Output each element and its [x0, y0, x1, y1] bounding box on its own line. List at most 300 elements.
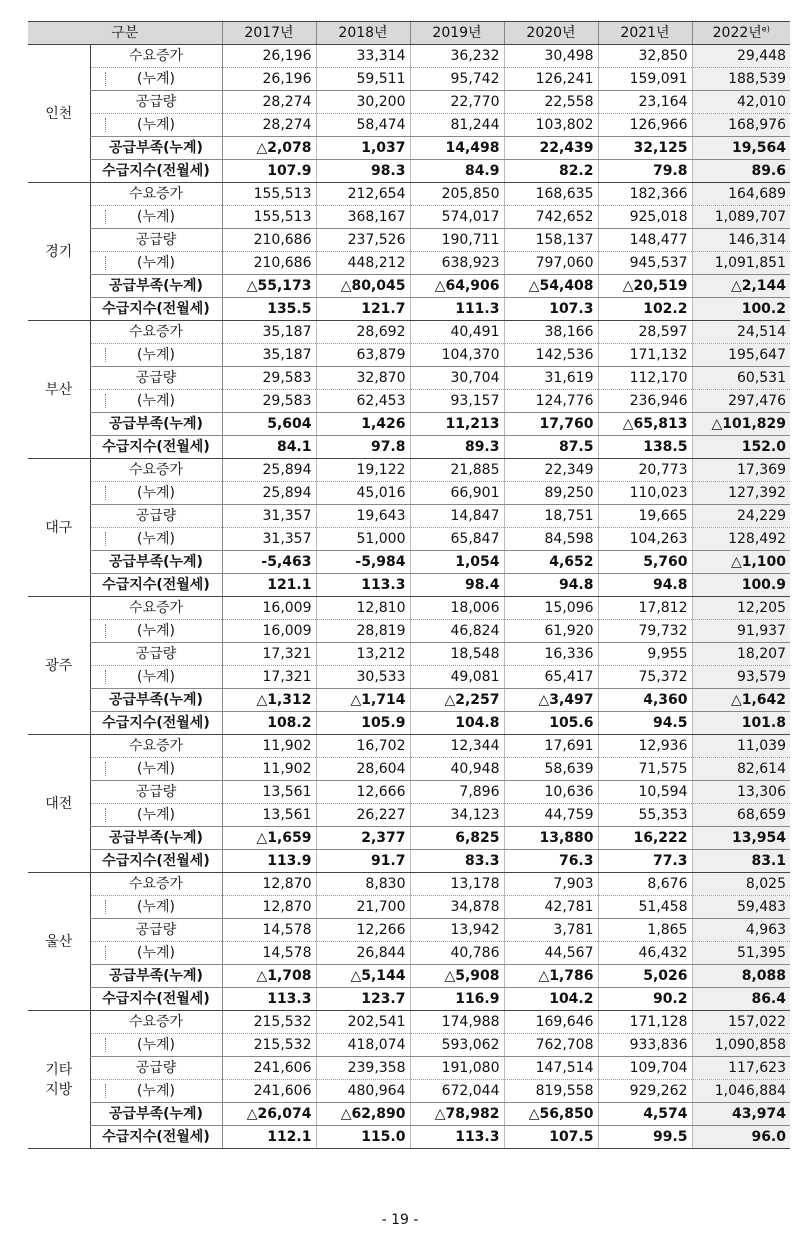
- row-label: 수급지수(전월세): [90, 1126, 222, 1149]
- table-row: [28, 1103, 790, 1126]
- table-cell: 152.0: [692, 436, 790, 459]
- table-row: [28, 1011, 790, 1034]
- table-cell: 90.2: [598, 988, 692, 1011]
- table-row: [28, 45, 790, 68]
- row-label: (누계): [90, 666, 222, 689]
- row-label: (누계): [90, 344, 222, 367]
- table-cell: 11,902: [222, 735, 316, 758]
- table-cell: 241,606: [222, 1057, 316, 1080]
- table-cell: 210,686: [222, 229, 316, 252]
- table-cell: 13,561: [222, 781, 316, 804]
- table-cell: 91.7: [316, 850, 410, 873]
- table-cell: 19,643: [316, 505, 410, 528]
- table-cell: 104.8: [410, 712, 504, 735]
- table-cell: 109,704: [598, 1057, 692, 1080]
- table-cell: 14,578: [222, 942, 316, 965]
- table-row: [28, 965, 790, 988]
- table-cell: 98.3: [316, 160, 410, 183]
- table-cell: 7,903: [504, 873, 598, 896]
- table-cell: 12,936: [598, 735, 692, 758]
- table-cell: 24,229: [692, 505, 790, 528]
- table-cell: 12,205: [692, 597, 790, 620]
- table-cell: 112.1: [222, 1126, 316, 1149]
- table-cell: 107.5: [504, 1126, 598, 1149]
- table-cell: 113.3: [222, 988, 316, 1011]
- table-cell: 155,513: [222, 206, 316, 229]
- row-label: 수급지수(전월세): [90, 850, 222, 873]
- table-cell: 127,392: [692, 482, 790, 505]
- table-cell: 168,635: [504, 183, 598, 206]
- table-cell: 28,274: [222, 91, 316, 114]
- table-cell: 12,870: [222, 896, 316, 919]
- table-cell: 89.6: [692, 160, 790, 183]
- table-cell: 5,026: [598, 965, 692, 988]
- table-row: [28, 436, 790, 459]
- row-label: 공급부족(누계): [90, 551, 222, 574]
- table-cell: 82.2: [504, 160, 598, 183]
- table-cell: 79.8: [598, 160, 692, 183]
- table-cell: 19,122: [316, 459, 410, 482]
- table-cell: 42,781: [504, 896, 598, 919]
- region-name: 경기: [28, 183, 90, 321]
- table-row: [28, 252, 790, 275]
- table-cell: 113.3: [410, 1126, 504, 1149]
- table-cell: 34,878: [410, 896, 504, 919]
- table-cell: 58,474: [316, 114, 410, 137]
- table-cell: 1,054: [410, 551, 504, 574]
- table-cell: 75,372: [598, 666, 692, 689]
- table-cell: 11,213: [410, 413, 504, 436]
- table-cell: 9,955: [598, 643, 692, 666]
- table-cell: 13,212: [316, 643, 410, 666]
- header-year: 2021년: [598, 22, 692, 45]
- table-cell: △1,659: [222, 827, 316, 850]
- table-cell: 104.2: [504, 988, 598, 1011]
- table-cell: 110,023: [598, 482, 692, 505]
- table-cell: △26,074: [222, 1103, 316, 1126]
- row-label: (누계): [90, 390, 222, 413]
- row-label: 공급부족(누계): [90, 1103, 222, 1126]
- table-cell: 124,776: [504, 390, 598, 413]
- table-row: [28, 758, 790, 781]
- table-cell: 126,966: [598, 114, 692, 137]
- table-cell: 113.3: [316, 574, 410, 597]
- table-cell: 215,532: [222, 1011, 316, 1034]
- table-cell: 17,369: [692, 459, 790, 482]
- table-cell: △55,173: [222, 275, 316, 298]
- table-row: [28, 137, 790, 160]
- table-cell: 100.9: [692, 574, 790, 597]
- table-cell: 21,885: [410, 459, 504, 482]
- table-row: [28, 183, 790, 206]
- table-cell: 4,574: [598, 1103, 692, 1126]
- table-cell: 126,241: [504, 68, 598, 91]
- table-cell: 28,819: [316, 620, 410, 643]
- header-year-last: [692, 22, 790, 45]
- table-cell: 933,836: [598, 1034, 692, 1057]
- table-cell: 58,639: [504, 758, 598, 781]
- table-cell: 16,336: [504, 643, 598, 666]
- table-row: [28, 344, 790, 367]
- table-cell: 62,453: [316, 390, 410, 413]
- row-label: 수급지수(전월세): [90, 160, 222, 183]
- row-label: 수요증가: [90, 1011, 222, 1034]
- table-row: [28, 574, 790, 597]
- table-row: [28, 597, 790, 620]
- table-cell: 13,306: [692, 781, 790, 804]
- table-cell: 797,060: [504, 252, 598, 275]
- table-cell: 87.5: [504, 436, 598, 459]
- table-cell: 297,476: [692, 390, 790, 413]
- table-cell: 51,458: [598, 896, 692, 919]
- row-label: (누계): [90, 896, 222, 919]
- table-cell: 202,541: [316, 1011, 410, 1034]
- table-cell: 65,417: [504, 666, 598, 689]
- table-cell: 138.5: [598, 436, 692, 459]
- table-cell: 82,614: [692, 758, 790, 781]
- table-cell: 16,702: [316, 735, 410, 758]
- table-cell: 104,263: [598, 528, 692, 551]
- table-row: [28, 321, 790, 344]
- table-cell: 113.9: [222, 850, 316, 873]
- table-cell: 103,802: [504, 114, 598, 137]
- row-label: 수급지수(전월세): [90, 988, 222, 1011]
- row-label: 공급량: [90, 505, 222, 528]
- table-cell: 35,187: [222, 321, 316, 344]
- table-cell: 215,532: [222, 1034, 316, 1057]
- table-cell: 95,742: [410, 68, 504, 91]
- row-label: 공급량: [90, 781, 222, 804]
- table-cell: 17,321: [222, 643, 316, 666]
- table-cell: 25,894: [222, 482, 316, 505]
- region-name: 울산: [28, 873, 90, 1011]
- table-row: [28, 160, 790, 183]
- table-row: [28, 298, 790, 321]
- table-cell: 1,089,707: [692, 206, 790, 229]
- row-label: (누계): [90, 758, 222, 781]
- row-label: 수요증가: [90, 45, 222, 68]
- table-cell: 30,533: [316, 666, 410, 689]
- table-cell: 593,062: [410, 1034, 504, 1057]
- table-cell: 418,074: [316, 1034, 410, 1057]
- table-cell: 44,567: [504, 942, 598, 965]
- table-row: [28, 229, 790, 252]
- row-label: (누계): [90, 206, 222, 229]
- row-label: 수요증가: [90, 183, 222, 206]
- region-name: 대구: [28, 459, 90, 597]
- table-cell: 205,850: [410, 183, 504, 206]
- table-cell: 16,222: [598, 827, 692, 850]
- table-cell: 1,091,851: [692, 252, 790, 275]
- table-cell: 22,770: [410, 91, 504, 114]
- table-cell: △2,257: [410, 689, 504, 712]
- table-cell: 46,824: [410, 620, 504, 643]
- table-cell: 45,016: [316, 482, 410, 505]
- table-cell: 63,879: [316, 344, 410, 367]
- page-number: - 19 -: [381, 1212, 419, 1228]
- table-row: [28, 1126, 790, 1149]
- table-cell: 28,604: [316, 758, 410, 781]
- table-cell: 3,781: [504, 919, 598, 942]
- table-cell: 147,514: [504, 1057, 598, 1080]
- table-cell: 102.2: [598, 298, 692, 321]
- table-cell: 59,511: [316, 68, 410, 91]
- table-cell: 98.4: [410, 574, 504, 597]
- region-name: 부산: [28, 321, 90, 459]
- table-cell: 101.8: [692, 712, 790, 735]
- row-label: (누계): [90, 620, 222, 643]
- table-cell: △5,144: [316, 965, 410, 988]
- table-row: [28, 505, 790, 528]
- table-cell: 12,870: [222, 873, 316, 896]
- table-cell: 66,901: [410, 482, 504, 505]
- table-cell: △1,786: [504, 965, 598, 988]
- table-cell: 105.9: [316, 712, 410, 735]
- table-cell: 94.5: [598, 712, 692, 735]
- table-cell: 32,870: [316, 367, 410, 390]
- table-cell: 12,810: [316, 597, 410, 620]
- table-cell: △20,519: [598, 275, 692, 298]
- table-cell: 84.1: [222, 436, 316, 459]
- table-cell: 210,686: [222, 252, 316, 275]
- table-cell: 5,604: [222, 413, 316, 436]
- table-cell: 24,514: [692, 321, 790, 344]
- row-label: 공급부족(누계): [90, 965, 222, 988]
- table-cell: 174,988: [410, 1011, 504, 1034]
- row-label: 수요증가: [90, 459, 222, 482]
- table-cell: 111.3: [410, 298, 504, 321]
- table-cell: 34,123: [410, 804, 504, 827]
- table-cell: 18,207: [692, 643, 790, 666]
- table-cell: 212,654: [316, 183, 410, 206]
- table-cell: 123.7: [316, 988, 410, 1011]
- table-cell: 26,227: [316, 804, 410, 827]
- table-cell: 51,395: [692, 942, 790, 965]
- table-cell: 15,096: [504, 597, 598, 620]
- table-cell: 12,344: [410, 735, 504, 758]
- table-cell: 241,606: [222, 1080, 316, 1103]
- table-cell: 117,623: [692, 1057, 790, 1080]
- table-header-row: [28, 22, 790, 45]
- table-cell: 164,689: [692, 183, 790, 206]
- row-label: 공급량: [90, 91, 222, 114]
- table-row: [28, 528, 790, 551]
- table-cell: 77.3: [598, 850, 692, 873]
- table-row: [28, 850, 790, 873]
- table-cell: 26,196: [222, 45, 316, 68]
- row-label: (누계): [90, 482, 222, 505]
- table-cell: 40,948: [410, 758, 504, 781]
- table-cell: 100.2: [692, 298, 790, 321]
- table-cell: 14,578: [222, 919, 316, 942]
- row-label: 공급부족(누계): [90, 827, 222, 850]
- table-cell: 195,647: [692, 344, 790, 367]
- table-cell: 182,366: [598, 183, 692, 206]
- row-label: 수급지수(전월세): [90, 436, 222, 459]
- table-cell: 6,825: [410, 827, 504, 850]
- housing-supply-demand-table: [28, 21, 790, 1149]
- table-cell: △56,850: [504, 1103, 598, 1126]
- table-cell: △54,408: [504, 275, 598, 298]
- table-row: [28, 367, 790, 390]
- table-cell: 14,847: [410, 505, 504, 528]
- table-cell: 10,594: [598, 781, 692, 804]
- table-cell: 18,751: [504, 505, 598, 528]
- row-label: 공급량: [90, 229, 222, 252]
- table-cell: 171,132: [598, 344, 692, 367]
- table-cell: 13,178: [410, 873, 504, 896]
- table-cell: 13,942: [410, 919, 504, 942]
- table-cell: 16,009: [222, 620, 316, 643]
- table-cell: 65,847: [410, 528, 504, 551]
- table-cell: △64,906: [410, 275, 504, 298]
- table-cell: 46,432: [598, 942, 692, 965]
- table-cell: 21,700: [316, 896, 410, 919]
- row-label: (누계): [90, 528, 222, 551]
- table-row: [28, 413, 790, 436]
- table-cell: 68,659: [692, 804, 790, 827]
- table-row: [28, 114, 790, 137]
- table-cell: 8,830: [316, 873, 410, 896]
- table-cell: 93,579: [692, 666, 790, 689]
- table-cell: 925,018: [598, 206, 692, 229]
- table-cell: 60,531: [692, 367, 790, 390]
- table-cell: 574,017: [410, 206, 504, 229]
- table-cell: 71,575: [598, 758, 692, 781]
- table-cell: 128,492: [692, 528, 790, 551]
- table-cell: 188,539: [692, 68, 790, 91]
- table-cell: △1,708: [222, 965, 316, 988]
- estimate-note: e): [761, 24, 770, 34]
- table-cell: 1,426: [316, 413, 410, 436]
- table-cell: 83.3: [410, 850, 504, 873]
- row-label: 공급부족(누계): [90, 689, 222, 712]
- table-row: [28, 735, 790, 758]
- row-label: 공급부족(누계): [90, 137, 222, 160]
- table-cell: 76.3: [504, 850, 598, 873]
- row-label: (누계): [90, 1034, 222, 1057]
- table-body: [28, 45, 790, 1149]
- table-cell: 13,880: [504, 827, 598, 850]
- table-row: [28, 896, 790, 919]
- table-cell: 18,006: [410, 597, 504, 620]
- table-cell: △65,813: [598, 413, 692, 436]
- table-cell: 8,025: [692, 873, 790, 896]
- table-cell: 945,537: [598, 252, 692, 275]
- table-row: [28, 551, 790, 574]
- table-cell: 4,360: [598, 689, 692, 712]
- table-cell: 86.4: [692, 988, 790, 1011]
- row-label: 수요증가: [90, 597, 222, 620]
- table-cell: △62,890: [316, 1103, 410, 1126]
- row-label: (누계): [90, 252, 222, 275]
- table-cell: 1,046,884: [692, 1080, 790, 1103]
- row-label: (누계): [90, 1080, 222, 1103]
- table-cell: 191,080: [410, 1057, 504, 1080]
- table-cell: 4,652: [504, 551, 598, 574]
- table-cell: 29,448: [692, 45, 790, 68]
- table-cell: 448,212: [316, 252, 410, 275]
- table-row: [28, 643, 790, 666]
- table-cell: 105.6: [504, 712, 598, 735]
- table-cell: 32,850: [598, 45, 692, 68]
- table-row: [28, 275, 790, 298]
- table-cell: △1,642: [692, 689, 790, 712]
- table-cell: 28,274: [222, 114, 316, 137]
- row-label: 수급지수(전월세): [90, 298, 222, 321]
- table-cell: 17,812: [598, 597, 692, 620]
- table-row: [28, 482, 790, 505]
- table-cell: 17,760: [504, 413, 598, 436]
- table-cell: 89,250: [504, 482, 598, 505]
- table-row: [28, 827, 790, 850]
- header-category: 구분: [28, 22, 222, 45]
- table-cell: 19,665: [598, 505, 692, 528]
- table-cell: 43,974: [692, 1103, 790, 1126]
- table-cell: △1,100: [692, 551, 790, 574]
- table-cell: 8,088: [692, 965, 790, 988]
- table-cell: 32,125: [598, 137, 692, 160]
- table-cell: 30,704: [410, 367, 504, 390]
- row-label: 수급지수(전월세): [90, 574, 222, 597]
- table-cell: 35,187: [222, 344, 316, 367]
- header-year: 2017년: [222, 22, 316, 45]
- table-cell: 142,536: [504, 344, 598, 367]
- row-label: (누계): [90, 942, 222, 965]
- table-cell: 33,314: [316, 45, 410, 68]
- table-cell: 93,157: [410, 390, 504, 413]
- table-row: [28, 712, 790, 735]
- table-cell: 190,711: [410, 229, 504, 252]
- table-cell: 121.7: [316, 298, 410, 321]
- row-label: (누계): [90, 804, 222, 827]
- table-cell: 18,548: [410, 643, 504, 666]
- table-cell: 115.0: [316, 1126, 410, 1149]
- table-cell: △80,045: [316, 275, 410, 298]
- table-cell: 239,358: [316, 1057, 410, 1080]
- table-row: [28, 1080, 790, 1103]
- table-cell: 38,166: [504, 321, 598, 344]
- table-cell: 237,526: [316, 229, 410, 252]
- row-label: (누계): [90, 114, 222, 137]
- table-cell: 89.3: [410, 436, 504, 459]
- table-cell: 22,439: [504, 137, 598, 160]
- table-row: [28, 781, 790, 804]
- table-row: [28, 666, 790, 689]
- table-cell: 30,498: [504, 45, 598, 68]
- table-cell: 171,128: [598, 1011, 692, 1034]
- table-cell: 155,513: [222, 183, 316, 206]
- table-row: [28, 390, 790, 413]
- table-cell: 29,583: [222, 367, 316, 390]
- table-cell: 61,920: [504, 620, 598, 643]
- table-cell: 819,558: [504, 1080, 598, 1103]
- table-cell: 44,759: [504, 804, 598, 827]
- row-label: 공급량: [90, 1057, 222, 1080]
- table-cell: 30,200: [316, 91, 410, 114]
- table-cell: 22,558: [504, 91, 598, 114]
- table-cell: 28,692: [316, 321, 410, 344]
- table-cell: 40,491: [410, 321, 504, 344]
- table-cell: 11,902: [222, 758, 316, 781]
- table-cell: 929,262: [598, 1080, 692, 1103]
- header-year: 2020년: [504, 22, 598, 45]
- table-cell: 107.3: [504, 298, 598, 321]
- header-year: 2018년: [316, 22, 410, 45]
- header-year-label: 2022년: [712, 25, 762, 41]
- table-row: [28, 459, 790, 482]
- table-cell: 4,963: [692, 919, 790, 942]
